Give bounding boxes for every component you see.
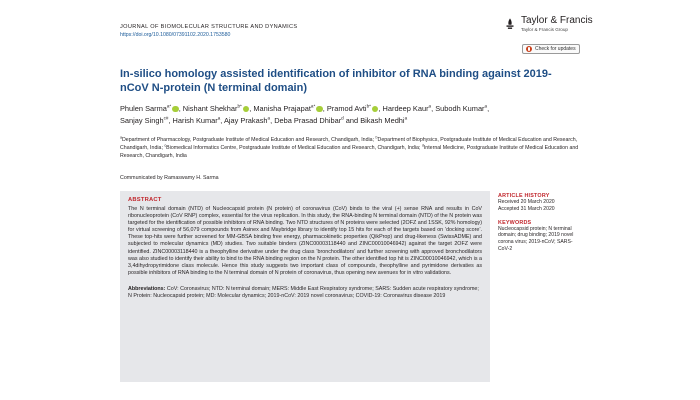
affiliations: $^a$Department of Pharmacology, Postgraduate Institute of Medical Education and Research, Chandigarh, India; $^b$Department of Biophysics, Postgraduate Institute of Medical Education and Research, Chandigarh, India; $^c$Biomedical Informatics Centre, Postgraduate Institute of Medical Education and Research, Chandigarh, India; $^d$Internal Medicine, Postgraduate Institute of Medical Education and Research, Chandigarh, India [120,135,579,159]
communicated-by: Communicated by Ramaswamy H. Sarma [120,175,219,181]
article-sidebar [498,193,582,253]
abbreviations [128,286,482,300]
check-for-updates-label: Check for updates [535,46,576,52]
keywords-text: Nucleocapsid protein; N terminal domain; drug binding; 2019 novel corona virus; 2019-nCoV; SARS-CoV-2 [498,225,574,252]
author[interactable]: Hardeep Kaur$^a$ [382,103,432,113]
received-date: Received 20 March 2020 [498,199,555,205]
check-for-updates-button[interactable] [522,44,580,54]
accepted-date: Accepted 31 March 2020 [498,205,555,212]
author[interactable]: Sanjay Singh$^{c\#}$ [120,115,169,125]
author-line-2: Sanjay Singh$^{c\#}$, Harish Kumar$^a$, Ajay Prakash$^a$, Deba Prasad Dhibar$^d$ and Bikash Medhi$^a$ [120,115,408,125]
author[interactable]: Nishant Shekhar$^{b*}$ [182,103,242,113]
abbreviations-label: Abbreviations: [128,285,166,292]
author[interactable]: Deba Prasad Dhibar$^d$ [274,115,344,125]
author[interactable]: Manisha Prajapat$^{a*}$ [253,103,316,113]
author[interactable]: Bikash Medhi$^a$ [360,115,408,125]
author[interactable]: Harish Kumar$^a$ [172,115,221,125]
abstract-heading: ABSTRACT [128,197,162,203]
orcid-icon[interactable] [372,106,379,113]
publisher-name: Taylor & Francis [521,15,593,26]
author[interactable]: Phulen Sarma$^{a*}$ [120,103,172,113]
publisher-logo [503,16,593,32]
publisher-group: Taylor & Francis Group [521,27,568,32]
abbreviations-text: CoV: Coronavirus; NTD: N terminal domain; MERS: Middle East Respiratory syndrome; SARS: Sudden acute respiratory syndrome; N Protein: Nucleocapsid protein; MD: Molecular dynamics; 2019-nCoV: 2019 novel coronavirus; COVID-19: Coronavirus disease 2019 [128,285,479,300]
author[interactable]: Pramod Avti$^{b*}$ [326,103,371,113]
author[interactable]: Ajay Prakash$^a$ [223,115,271,125]
journal-header [120,24,298,38]
bookmark-icon [526,46,532,52]
author[interactable]: Subodh Kumar$^a$ [435,103,488,113]
orcid-icon[interactable] [316,106,323,113]
orcid-icon[interactable] [243,106,250,113]
author-line-1: Phulen Sarma$^{a*}$ , Nishant Shekhar$^{b*}$ , Manisha Prajapat$^{a*}$ , Pramod Avti$^{b*}$ , Hardeep Kaur$^a$, Subodh Kumar$^a$, [120,103,490,113]
article-history-heading: ARTICLE HISTORY [498,193,550,199]
journal-name: JOURNAL OF BIOMOLECULAR STRUCTURE AND DYNAMICS [120,24,298,30]
article-title: In-silico homology assisted identification of inhibitor of RNA binding against 2019-nCoV N-protein (N terminal domain) [120,68,552,94]
doi-link[interactable]: https://doi.org/10.1080/07391102.2020.1753580 [120,32,231,38]
author-list [120,103,590,127]
keywords-heading: KEYWORDS [498,219,532,226]
orcid-icon[interactable] [172,106,179,113]
abstract-body: The N terminal domain (NTD) of Nucleocapsid protein (N protein) of coronavirus (CoV) binds to the viral (+) sense RNA and results in CoV ribonucleoprotein (CoV RNP) complex, essential for the virus replication. In this study, the RNA-binding N terminal domain (NTD) of the N protein was targeted for the identification of possible inhibitors of RNA binding. Two NTD structures of N proteins were selected (2OFZ and 1SSK, 92% homology) for virtual screening of 56,079 compounds from Asinex and Maybridge library to identify top 15 hits for each of the targets based on ‘docking score’. These top-hits were further screened for MM-GBSA binding free energy, pharmacokinetic properties (QikProp) and drug-likeness (SwissADME) and subjected to molecular dynamics (MD) studies. Two suitable binders (ZINC00003118440 and ZINC00010046942) against the target 2OFZ were identified. ZINC00003118440 is a theophylline derivative under the drug class ‘bronchodilators’ and further screening with approved bronchodilators was also studied to identify their ability to bind to the RNA binding region on the N protein. The other identified top hit is ZINC00010046942, which is a 3,4dihydropyrimidone class molecule. Hence this study suggests two important class of compounds, theophylline and pyrimidone derivaties as possible inhibitors of RNA binding to the N terminal domain of N protein of coronavirus, thus opening new avenues for in vitro validations. [128,206,482,276]
publisher-lamp-icon [503,17,517,31]
abstract-box [120,191,490,382]
